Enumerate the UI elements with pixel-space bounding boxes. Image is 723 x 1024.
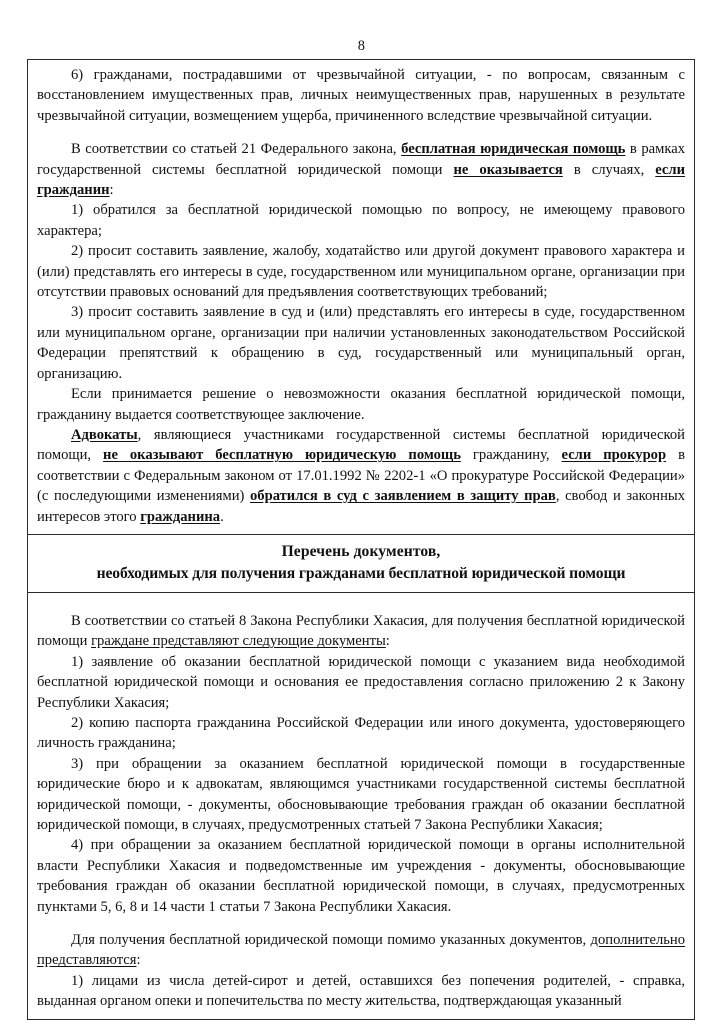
text-run: в случаях, — [562, 161, 656, 178]
paragraph — [37, 611, 685, 652]
text-run: 1) обратился за бесплатной юридической помощью по вопросу, не имеющему правового характера; — [37, 202, 685, 239]
text-run: 3) просит составить заявление в суд и (или) представлять его интересы в суде, государственном или муниципальном органе, организации при наличии установленных законодательством Российской Федерации препятствий к обращению в суд, государственный или муниципальный орган, организацию. — [37, 304, 685, 382]
text-run: Для получения бесплатной юридической помощи помимо указанных документов, — [71, 932, 591, 949]
text-run: : — [109, 182, 114, 199]
paragraph — [37, 425, 685, 527]
paragraph-spacer — [37, 598, 685, 611]
text-run: , являющиеся участниками государственной системы бесплатной юридической помощи, — [37, 426, 685, 464]
paragraph-spacer — [37, 126, 685, 139]
text-run: В соответствии со статьей 21 Федерального закона, — [71, 141, 402, 158]
document-frame — [27, 59, 695, 1020]
emphasised-text-run: если прокурор — [561, 447, 667, 464]
paragraph — [37, 384, 685, 425]
section-heading — [28, 534, 694, 592]
paragraph — [37, 713, 685, 754]
emphasised-text-run: бесплатная юридическая помощь — [401, 141, 626, 158]
text-run: в рамках государственной системы бесплатной юридической помощи — [37, 141, 685, 178]
paragraph — [37, 200, 685, 241]
emphasised-text-run: не оказывают бесплатную юридическую помощь — [103, 447, 461, 464]
emphasised-text-run: не оказывается — [453, 161, 563, 178]
heading-line-2: необходимых для получения гражданами бесплатной юридической помощи — [96, 564, 626, 582]
emphasised-text-run: дополнительно представляются — [37, 932, 685, 969]
text-run: : — [136, 952, 141, 969]
heading-line-1: Перечень документов, — [281, 542, 441, 560]
paragraph — [37, 65, 685, 126]
text-run: В соответствии со статьей 8 Закона Республики Хакасия, для получения бесплатной юридической помощи — [37, 612, 685, 650]
text-run: . — [220, 508, 224, 525]
paragraph — [37, 652, 685, 713]
page-number: 8 — [357, 38, 366, 54]
paragraph — [37, 971, 685, 1012]
text-run: 6) гражданами, пострадавшими от чрезвычайной ситуации, - по вопросам, связанным с восстановлением имущественных прав, личных неимущественных прав, нарушенных в результате чрезвычайной ситуации, возмещением ущерба, причиненного вследствие чрезвычайной ситуации. — [37, 67, 685, 124]
emphasised-text-run: если гражданин — [37, 161, 686, 199]
section-documents — [28, 592, 694, 1019]
text-run: 2) просит составить заявление, жалобу, ходатайство или другой документ правового характера и (или) представлять его интересы в суде, государственном или муниципальном органе, организации при отсутствии правовых оснований для предъявления соответствующих требований; — [37, 243, 685, 301]
paragraph — [37, 754, 685, 836]
text-run: 4) при обращении за оказанием бесплатной юридической помощи в органы исполнительной власти Республики Хакасия и подведомственные им учреждения - документы, обосновывающие требования граждан об оказании бесплатной юридической помощи, в случаях, предусмотренных пунктами 5, 6, 8 и 14 части 1 статьи 7 Закона Республики Хакасия. — [37, 837, 685, 915]
text-run: 3) при обращении за оказанием бесплатной юридической помощи в государственные юридические бюро и к адвокатам, являющимся участниками государственной системы бесплатной юридической помощи, - документы, обосновывающие требования граждан об оказании бесплатной юридической помощи, в случаях, предусмотренных статьей 7 Закона Республики Хакасия; — [37, 755, 685, 833]
text-run: Если принимается решение о невозможности оказания бесплатной юридической помощи, гражданину выдается соответствующее заключение. — [37, 386, 685, 423]
text-run: : — [385, 633, 390, 650]
section-restrictions — [28, 60, 694, 534]
paragraph — [37, 835, 685, 917]
paragraph — [37, 930, 685, 971]
text-run: 1) заявление об оказании бесплатной юридической помощи с указанием вида необходимой бесплатной юридической помощи и основания ее предоставления согласно приложению 2 к Закону Республики Хакасия; — [37, 653, 685, 711]
emphasised-text-run: обратился в суд с заявлением в защиту прав — [250, 488, 556, 505]
text-run: гражданину, — [460, 447, 562, 464]
paragraph-spacer — [37, 917, 685, 930]
emphasised-text-run: граждане представляют следующие документы — [91, 633, 386, 650]
emphasised-text-run: Адвокаты — [71, 426, 138, 443]
text-run: 1) лицами из числа детей-сирот и детей, оставшихся без попечения родителей, - справка, выданная органом опеки и попечительства по месту жительства, подтверждающая указанный — [37, 972, 685, 1010]
paragraph — [37, 241, 685, 302]
paragraph — [37, 139, 685, 200]
emphasised-text-run: гражданина — [140, 508, 221, 525]
text-run: в соответствии с Федеральным законом от 17.01.1992 № 2202-1 «О прокуратуре Российской Федерации» (с последующими изменениями) — [37, 447, 685, 505]
text-run: 2) копию паспорта гражданина Российской Федерации или иного документа, удостоверяющего личность гражданина; — [37, 714, 685, 752]
text-run: , свобод и законных интересов этого — [37, 488, 685, 525]
paragraph — [37, 302, 685, 384]
